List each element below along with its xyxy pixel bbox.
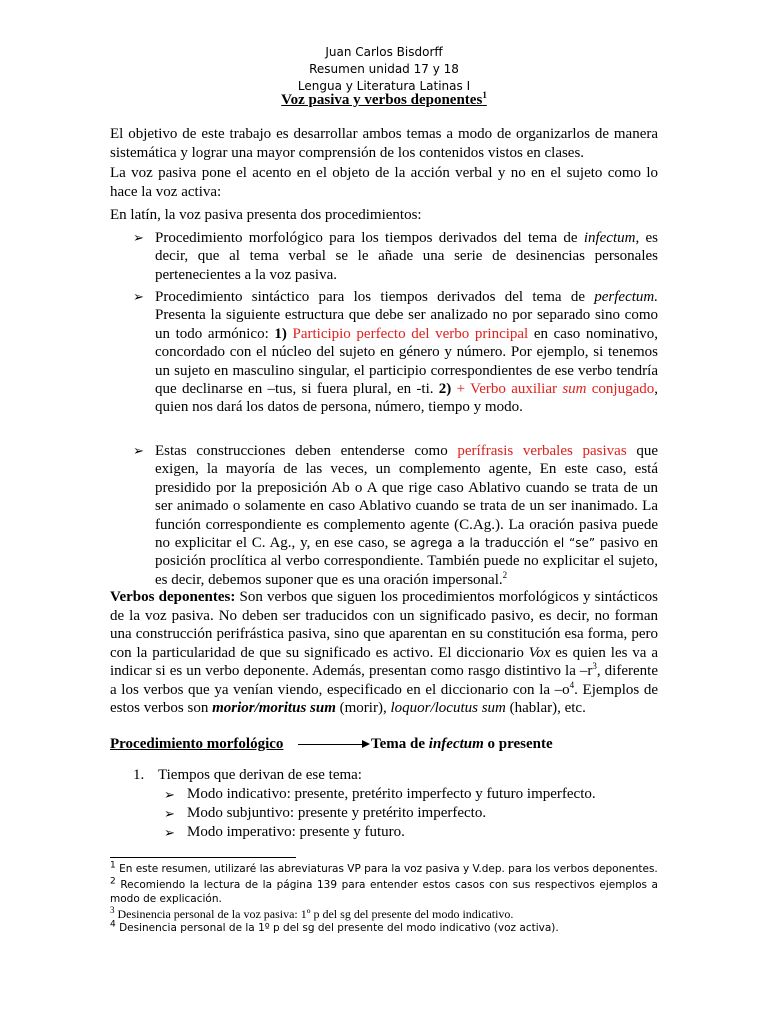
- deponentes-text-d: . Ejemplos de estos verbos son: [110, 681, 658, 716]
- arrow-line: [298, 744, 364, 745]
- bullet2-verbo-auxiliar: [457, 381, 655, 397]
- bullet2-aux-c: conjugado: [586, 381, 655, 398]
- sub-item-imperativo: Modo imperativo: presente y futuro.: [187, 824, 405, 840]
- tema-heading: [371, 736, 553, 753]
- deponentes-text-b: es quien les va a indicar si es un verbo deponente. Además, presentan como rasgo distintivo la –r: [110, 644, 658, 679]
- bullet3-text-a: Estas construcciones deben entenderse como: [155, 443, 458, 459]
- footnote-1-number: 1: [110, 860, 116, 871]
- footnote-ref-2: 2: [502, 569, 508, 580]
- bullet1-text-a: Procedimiento morfológico para los tiempos derivados del tema de: [155, 230, 584, 246]
- bullet2-participio: Participio perfecto del verbo principal: [292, 325, 529, 342]
- footnote-3-number: 3: [110, 905, 115, 915]
- author-line: Juan Carlos Bisdorff: [325, 45, 443, 59]
- footnote-3-text: Desinencia personal de la voz pasiva: 1º p del sg del presente del modo indicativo.: [114, 907, 514, 921]
- footnote-3: [110, 907, 658, 921]
- title-text: Voz pasiva y verbos deponentes: [281, 92, 483, 108]
- bullet2-num-1: 1): [274, 325, 287, 342]
- bullet2-num-2: 2): [438, 381, 452, 398]
- footnote-ref-4: 4: [569, 679, 575, 690]
- footnote-4-text: Desinencia personal de la 1º p del sg del presente del modo indicativo (voz activa).: [115, 922, 559, 934]
- bullet2-text-c: Presenta la siguiente estructura que debe ser analizado no por separado sino como un todo armónico:: [155, 307, 658, 342]
- footnote-4-number: 4: [110, 919, 116, 930]
- footnote-separator: [110, 857, 296, 858]
- arrow-bullet-icon: ➢: [164, 787, 175, 802]
- arrow-bullet-icon: ➢: [133, 289, 144, 304]
- bullet2-perfectum: perfectum.: [594, 289, 658, 305]
- procedimiento-heading: Procedimiento morfológico: [110, 736, 284, 752]
- bullet-perifrasis: [155, 442, 658, 589]
- footnote-4: [110, 921, 658, 935]
- tema-text-a: Tema de: [371, 736, 429, 752]
- tema-text-c: o presente: [483, 736, 553, 752]
- list-item-number: 1.: [133, 767, 145, 783]
- subtitle-line: Resumen unidad 17 y 18: [309, 62, 459, 76]
- footnote-2: [110, 878, 658, 906]
- bullet2-aux-sum: sum: [562, 381, 587, 398]
- tema-infectum: infectum: [428, 736, 484, 752]
- footnote-2-text: Recomiendo la lectura de la página 139 para entender estos casos con sus respectivos ejemplos a modo de explicación.: [110, 879, 658, 905]
- deponentes-morior: morior/moritus sum: [212, 700, 336, 716]
- sub-item-subjuntivo: Modo subjuntivo: presente y pretérito imperfecto.: [187, 805, 487, 821]
- title-footnote-ref: 1: [482, 90, 487, 100]
- bullet2-text-f: en caso nominativo, concordado con el núcleo del sujeto en género y número. Por ejemplo, si tenemos un sujeto en masculino singular, el participio correspondientes de ese verbo tendría que declinarse en –tus, si fuera plural, en -ti.: [155, 325, 658, 398]
- sub-item-indicativo: Modo indicativo: presente, pretérito imperfecto y futuro imperfecto.: [187, 786, 596, 802]
- deponentes-text-a: Son verbos que siguen los procedimientos morfológicos y sintácticos de la voz pasiva. No deben ser traducidos con un significado pasivo, es decir, no forman una construcción perifrástica pasiva, sino que aparentan en su constitución esa forma, pero con la particularidad de que su significado es activo. El diccionario: [110, 589, 658, 661]
- intro-paragraph-2: La voz pasiva pone el acento en el objeto de la acción verbal y no en el sujeto como lo hace la voz activa:: [110, 165, 658, 200]
- bullet2-text-i: , quien nos dará los datos de persona, número, tiempo y modo.: [155, 381, 659, 416]
- arrow-bullet-icon: ➢: [133, 230, 144, 245]
- deponentes-paragraph: [110, 588, 658, 718]
- bullet3-text-c: que exigen, la mayoría de las veces, un complemento agente, En este caso, está presidido por la preposición Ab o A que rige caso Ablativo cuando se trata de un ser animado o solamente en caso Ablativo cuando se trata de un ser inanimado. La función correspondiente es complemento agente (C.Ag.). La oración pasiva puede no explicitar el C. Ag., y, en ese caso, se: [155, 443, 658, 552]
- bullet2-text-a: Procedimiento sintáctico para los tiempos derivados del tema de: [155, 289, 595, 305]
- deponentes-text-f: (morir),: [335, 700, 391, 716]
- bullet-morfologico: [155, 229, 658, 284]
- deponentes-text-c: , diferente a los verbos que ya venían viendo, especificado en el diccionario con la –o: [110, 663, 658, 698]
- deponentes-label: Verbos deponentes:: [110, 589, 236, 605]
- footnote-1-text: En este resumen, utilizaré las abreviaturas VP para la voz pasiva y V.dep. para los verbos deponentes.: [115, 863, 658, 875]
- bullet-sintactico: [155, 288, 658, 417]
- intro-paragraph-3: En latín, la voz pasiva presenta dos procedimientos:: [110, 207, 422, 223]
- bullet3-text-e: pasivo en posición proclítica al verbo correspondiente. También puede no explicitar el sujeto, es decir, debemos suponer que es una oración impersonal.: [155, 535, 658, 588]
- footnote-ref-3: 3: [592, 661, 597, 671]
- bullet2-aux-a: + Verbo auxiliar: [456, 381, 563, 398]
- arrow-bullet-icon: ➢: [133, 443, 144, 458]
- arrow-bullet-icon: ➢: [164, 825, 175, 840]
- intro-paragraph-1: El objetivo de este trabajo es desarrollar ambos temas a modo de organizarlos de manera sistemática y lograr una mayor comprensión de los contenidos vistos en clases.: [110, 126, 658, 161]
- deponentes-text-h: (hablar), etc.: [505, 700, 586, 716]
- deponentes-vox: Vox: [528, 644, 551, 661]
- footnote-2-number: 2: [110, 876, 116, 887]
- arrow-right-icon: [362, 740, 370, 748]
- bullet3-perifrasis: perífrasis verbales pasivas: [457, 443, 627, 459]
- bullet1-infectum: infectum,: [583, 230, 640, 246]
- document-title: [0, 92, 768, 109]
- bullet1-text-c: es decir, que al tema verbal se le añade una serie de desinencias personales pertenecientes a la voz pasiva.: [155, 230, 658, 283]
- deponentes-loquor: loquor/locutus sum: [390, 700, 506, 716]
- bullet3-se-pasivo: agrega a la traducción el “se”: [410, 536, 596, 551]
- arrow-bullet-icon: ➢: [164, 806, 175, 821]
- footnote-1: [110, 862, 658, 876]
- course-line: Lengua y Literatura Latinas I: [297, 79, 471, 93]
- list-item-text: Tiempos que derivan de ese tema:: [158, 767, 362, 783]
